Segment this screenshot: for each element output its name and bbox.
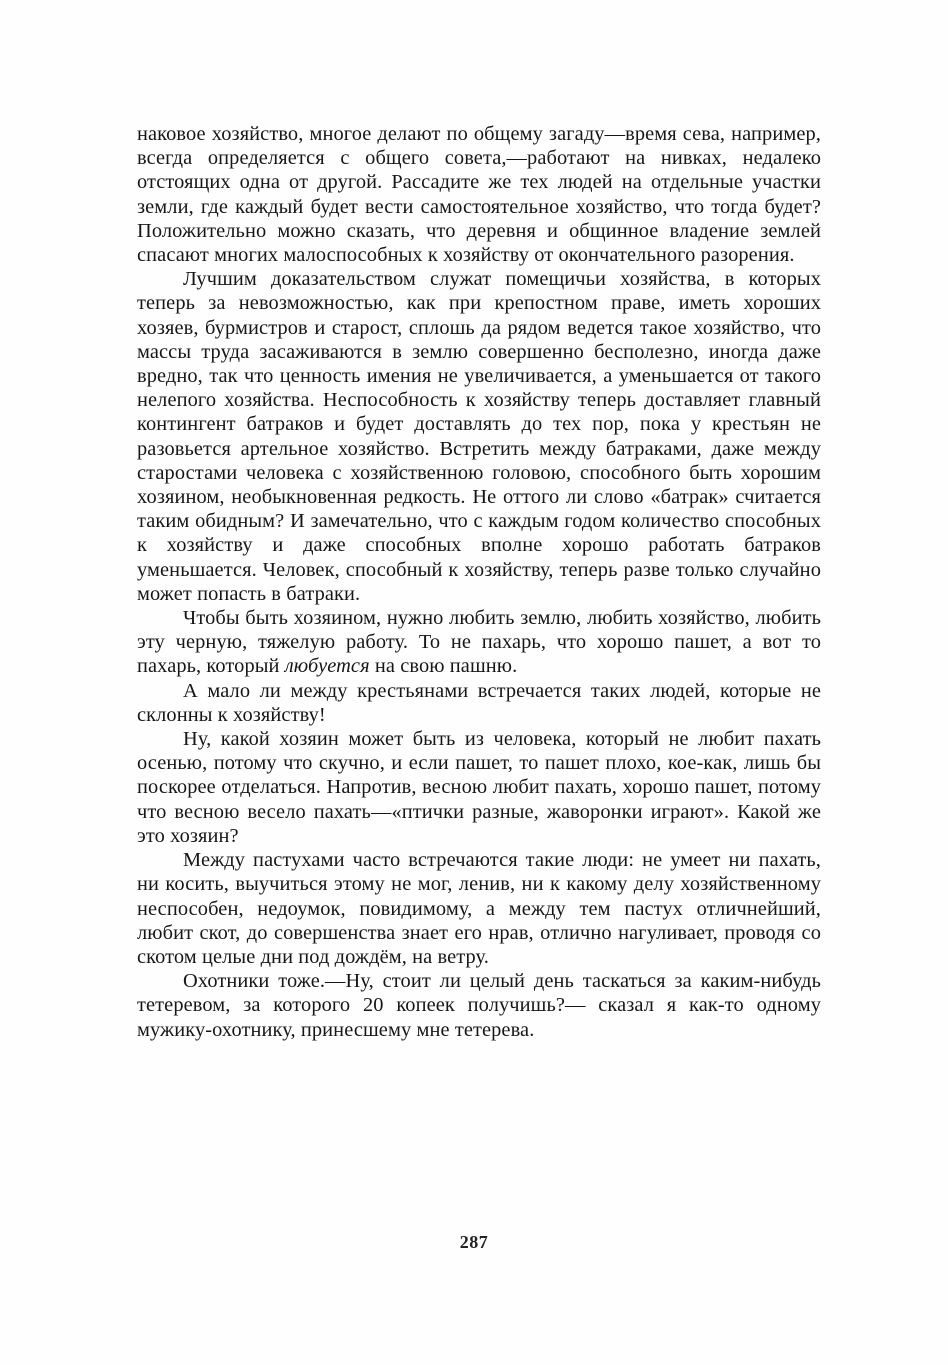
body-text (137, 122, 821, 1042)
page-number: 287 (459, 1232, 489, 1252)
paragraph-2: Лучшим доказательством служат помещичьи хозяйства, в которых теперь за невозможностью, как при крепостном праве, иметь хороших хозяев, бурмистров и старост, сплошь да рядом ведется такое хозяйство, что массы труда засаживаются в землю совершенно бесполезно, иногда даже вредно, так что ценность имения не увеличивается, а уменьшается от такого нелепого хозяйства. Неспособность к хозяйству теперь доставляет главный контингент батраков и будет доставлять до тех пор, пока у крестьян не разовьется артельное хозяйство. Встретить между батраками, даже между старостами человека с хозяйственною головою, способного быть хорошим хозяином, необыкновенная редкость. Не оттого ли слово «батрак» считается таким обидным? И замечательно, что с каждым годом количество способных к хозяйству и даже способных вполне хорошо работать батраков уменьшается. Человек, способный к хозяйству, теперь разве только случайно может попасть в батраки. (137, 268, 821, 605)
paragraph-3-text-after: на свою пашню. (369, 655, 518, 678)
paragraph-3-emphasis: любуется (284, 655, 370, 678)
paragraph-3-text-before: Чтобы быть хозяином, нужно любить землю, любить хозяйство, любить эту черную, тяжелую работу. То не пахарь, что хорошо пашет, а вот то пахарь, который (137, 607, 821, 678)
paragraph-6: Между пастухами часто встречаются такие люди: не умеет ни пахать, ни косить, выучиться этому не мог, ленив, ни к какому делу хозяйственному неспособен, недоумок, повидимому, а между тем пастух отличнейший, любит скот, до совершенства знает его нрав, отлично нагуливает, проводя со скотом целые дни под дождём, на ветру. (137, 849, 821, 968)
paragraph-7: Охотники тоже.—Ну, стоит ли целый день таскаться за каким-нибудь тетеревом, за которого 20 копеек получишь?— сказал я как-то одному мужику-охотнику, принесшему мне тетерева. (137, 970, 821, 1041)
paragraph-5: Ну, какой хозяин может быть из человека, который не любит пахать осенью, потому что скучно, и если пашет, то пашет плохо, кое-как, лишь бы поскорее отделаться. Напротив, весною любит пахать, хорошо пашет, потому что весною весело пахать—«птички разные, жаворонки играют». Какой же это хозяин? (137, 728, 821, 847)
paragraph-4: А мало ли между крестьянами встречается таких людей, которые не склонны к хозяйству! (137, 679, 821, 726)
paragraph-3 (137, 606, 821, 679)
paragraph-1: наковое хозяйство, многое делают по общему загаду—время сева, например, всегда определяется с общего совета,—работают на нивках, недалеко отстоящих одна от другой. Рассадите же тех людей на отдельные участки земли, где каждый будет вести самостоятельное хозяйство, что тогда будет? Положительно можно сказать, что деревня и общинное владение землей спасают многих малоспособных к хозяйству от окончательного разорения. (137, 123, 821, 267)
